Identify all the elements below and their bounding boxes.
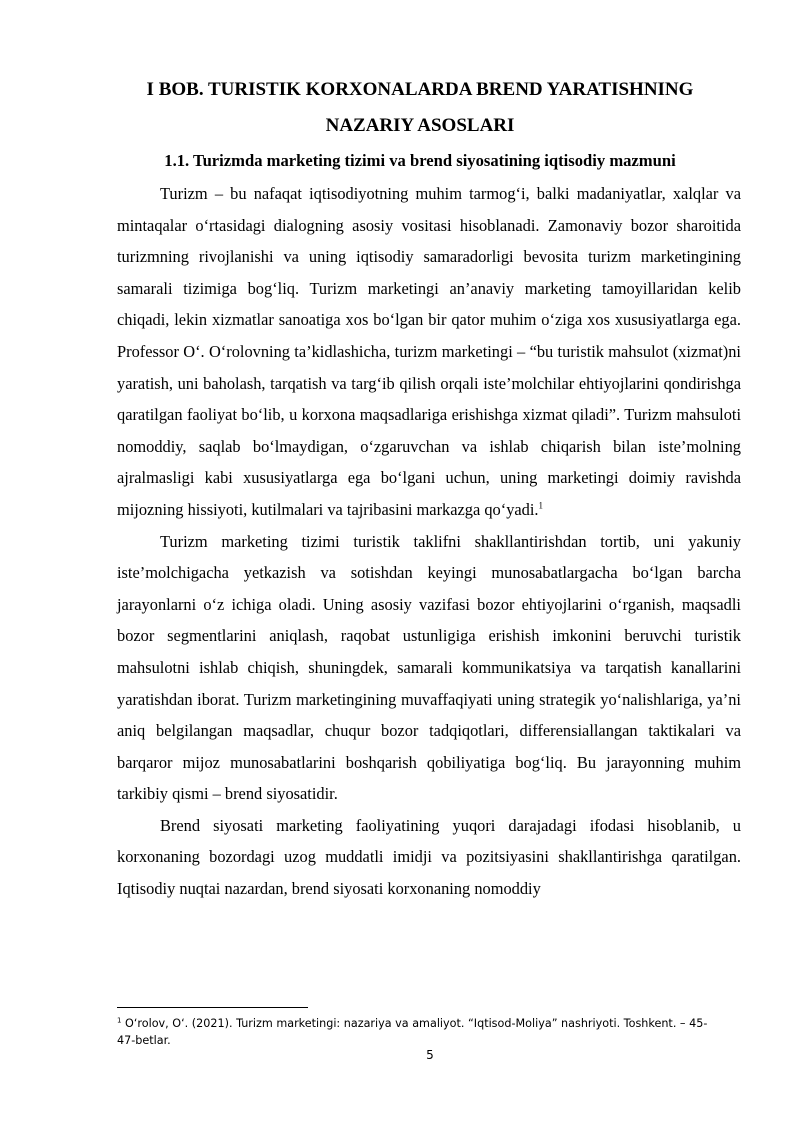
paragraph-2-text: Turizm marketing tizimi turistik taklifni shakllantirishdan tortib, uni yakuniy iste’molchigacha yetkazish va sotishdan keyingi munosabatlargacha bo‘lgan barcha jarayonlarni o‘z ichiga oladi. Uning asosiy vazifasi bozor ehtiyojlarini o‘rganish, maqsadli bozor segmentlarini aniqlash, raqobat ustunligiga erishish imkonini beruvchi turistik mahsulotni ishlab chiqish, shuningdek, samarali kommunikatsiya va tarqatish kanallarini yaratishdan iborat. Turizm marketingining muvaffaqiyati uning strategik yo‘nalishlariga, ya’ni aniq belgilangan maqsadlar, chuqur bozor tadqiqotlari, differensiallangan taktikalari va barqaror mijoz munosabatlarini boshqarish qobiliyatiga bog‘liq. Bu jarayonning muhim tarkibiy qismi – brend siyosatidir. bbox=[117, 531, 741, 804]
page-number: 5 bbox=[426, 1048, 434, 1062]
chapter-title: I BOB. TURISTIK KORXONALARDA BREND YARATISHNING NAZARIY ASOSLARI bbox=[146, 79, 694, 136]
body-text bbox=[117, 178, 741, 905]
paragraph-1 bbox=[117, 178, 741, 526]
footnote-separator bbox=[117, 1007, 308, 1008]
footnote-text: O‘rolov, O‘. (2021). Turizm marketingi: nazariya va amaliyot. “Iqtisod-Moliya” nashriyoti. Toshkent. – 45-47-betlar. bbox=[117, 1017, 708, 1047]
footnote bbox=[117, 1015, 717, 1049]
paragraph-1-text: Turizm – bu nafaqat iqtisodiyotning muhim tarmog‘i, balki madaniyatlar, xalqlar va mintaqalar o‘rtasidagi dialogning asosiy vositasi hisoblanadi. Zamonaviy bozor sharoitida turizmning rivojlanishi va uning iqtisodiy samaradorligi bevosita turizm marketingining samarali tizimiga bog‘liq. Turizm marketingi an’anaviy marketing tamoyillaridan kelib chiqadi, lekin xizmatlar sanoatiga xos bo‘lgan bir qator muhim o‘ziga xos xususiyatlarga ega. Professor O‘. O‘rolovning ta’kidlashicha, turizm marketingi – “bu turistik mahsulot (xizmat)ni yaratish, uni baholash, tarqatish va targ‘ib qilish orqali iste’molchilar ehtiyojlarini qondirishga qaratilgan faoliyat bo‘lib, u korxona maqsadlariga erishishga xizmat qiladi”. Turizm mahsuloti nomoddiy, saqlab bo‘lmaydigan, o‘zgaruvchan va ishlab chiqarish bilan iste’molning ajralmasligi kabi xususiyatlarga ega bo‘lgani uchun, uning marketingi doimiy ravishda mijozning hissiyoti, kutilmalari va tajribasini markazga qo‘yadi. bbox=[117, 184, 741, 519]
paragraph-3-text: Brend siyosati marketing faoliyatining yuqori darajadagi ifodasi hisoblanib, u korxonaning bozordagi uzog muddatli imidji va pozitsiyasini shakllantirishga qaratilgan. Iqtisodiy nuqtai nazardan, brend siyosati korxonaning nomoddiy bbox=[117, 815, 741, 899]
paragraph-2 bbox=[117, 526, 741, 810]
footnote-marker: 1 bbox=[117, 1016, 122, 1025]
paragraph-3 bbox=[117, 810, 741, 905]
section-title: 1.1. Turizmda marketing tizimi va brend siyosatining iqtisodiy mazmuni bbox=[164, 151, 676, 170]
footnote-reference[interactable]: 1 bbox=[538, 500, 544, 511]
